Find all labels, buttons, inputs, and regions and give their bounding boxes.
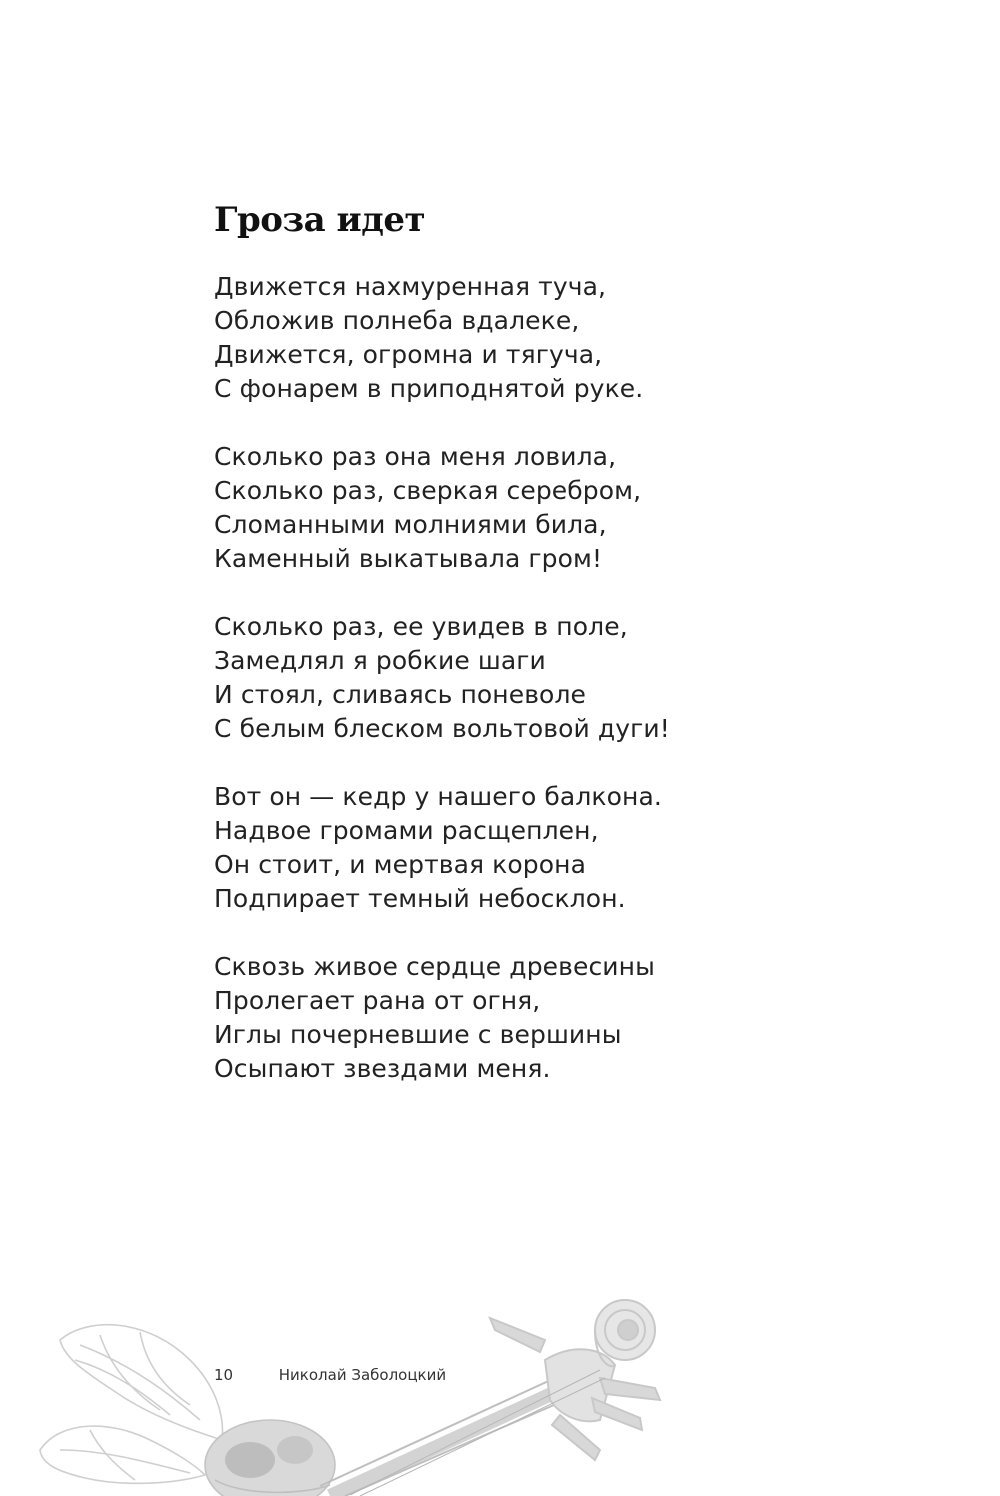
poem-line: Он стоит, и мертвая корона: [214, 850, 587, 879]
stanza-2: [214, 440, 914, 576]
poem-line: Замедлял я робкие шаги: [214, 646, 546, 675]
stanza-4: [214, 780, 914, 916]
stanza-1: [214, 270, 914, 406]
stanza-5: [214, 950, 914, 1086]
poem-line: Сломанными молниями била,: [214, 510, 607, 539]
bottom-illustration: [0, 1290, 1000, 1496]
violin-scroll-illustration-icon: [320, 1300, 660, 1496]
author-name: Николай Заболоцкий: [278, 1366, 447, 1384]
poem-line: Подпирает темный небосклон.: [214, 884, 626, 913]
poem-line: Пролегает рана от огня,: [214, 986, 541, 1015]
poem-line: С белым блеском вольтовой дуги!: [214, 714, 670, 743]
poem-line: Сколько раз, ее увидев в поле,: [214, 612, 628, 641]
poem-line: Сквозь живое сердце древесины: [214, 952, 655, 981]
poem-line: С фонарем в приподнятой руке.: [214, 374, 644, 403]
poem-line: Сколько раз она меня ловила,: [214, 442, 617, 471]
poem-line: Движется нахмуренная туча,: [214, 272, 607, 301]
poem-line: Иглы почерневшие с вершины: [214, 1020, 622, 1049]
poem-body: [214, 270, 914, 1120]
stanza-3: [214, 610, 914, 746]
poem-line: Надвое громами расщеплен,: [214, 816, 599, 845]
poem-title: Гроза идет: [214, 200, 426, 240]
page-number: 10: [214, 1366, 234, 1384]
poem-line: Каменный выкатывала гром!: [214, 544, 603, 573]
poem-line: И стоял, сливаясь поневоле: [214, 680, 587, 709]
poem-line: Осыпают звездами меня.: [214, 1054, 551, 1083]
page-footer: [214, 1364, 446, 1386]
poem-line: Обложив полнеба вдалеке,: [214, 306, 580, 335]
bee-illustration-icon: [40, 1325, 335, 1496]
poem-line: Вот он — кедр у нашего балкона.: [214, 782, 662, 811]
poem-line: Сколько раз, сверкая серебром,: [214, 476, 642, 505]
poem-line: Движется, огромна и тягуча,: [214, 340, 603, 369]
